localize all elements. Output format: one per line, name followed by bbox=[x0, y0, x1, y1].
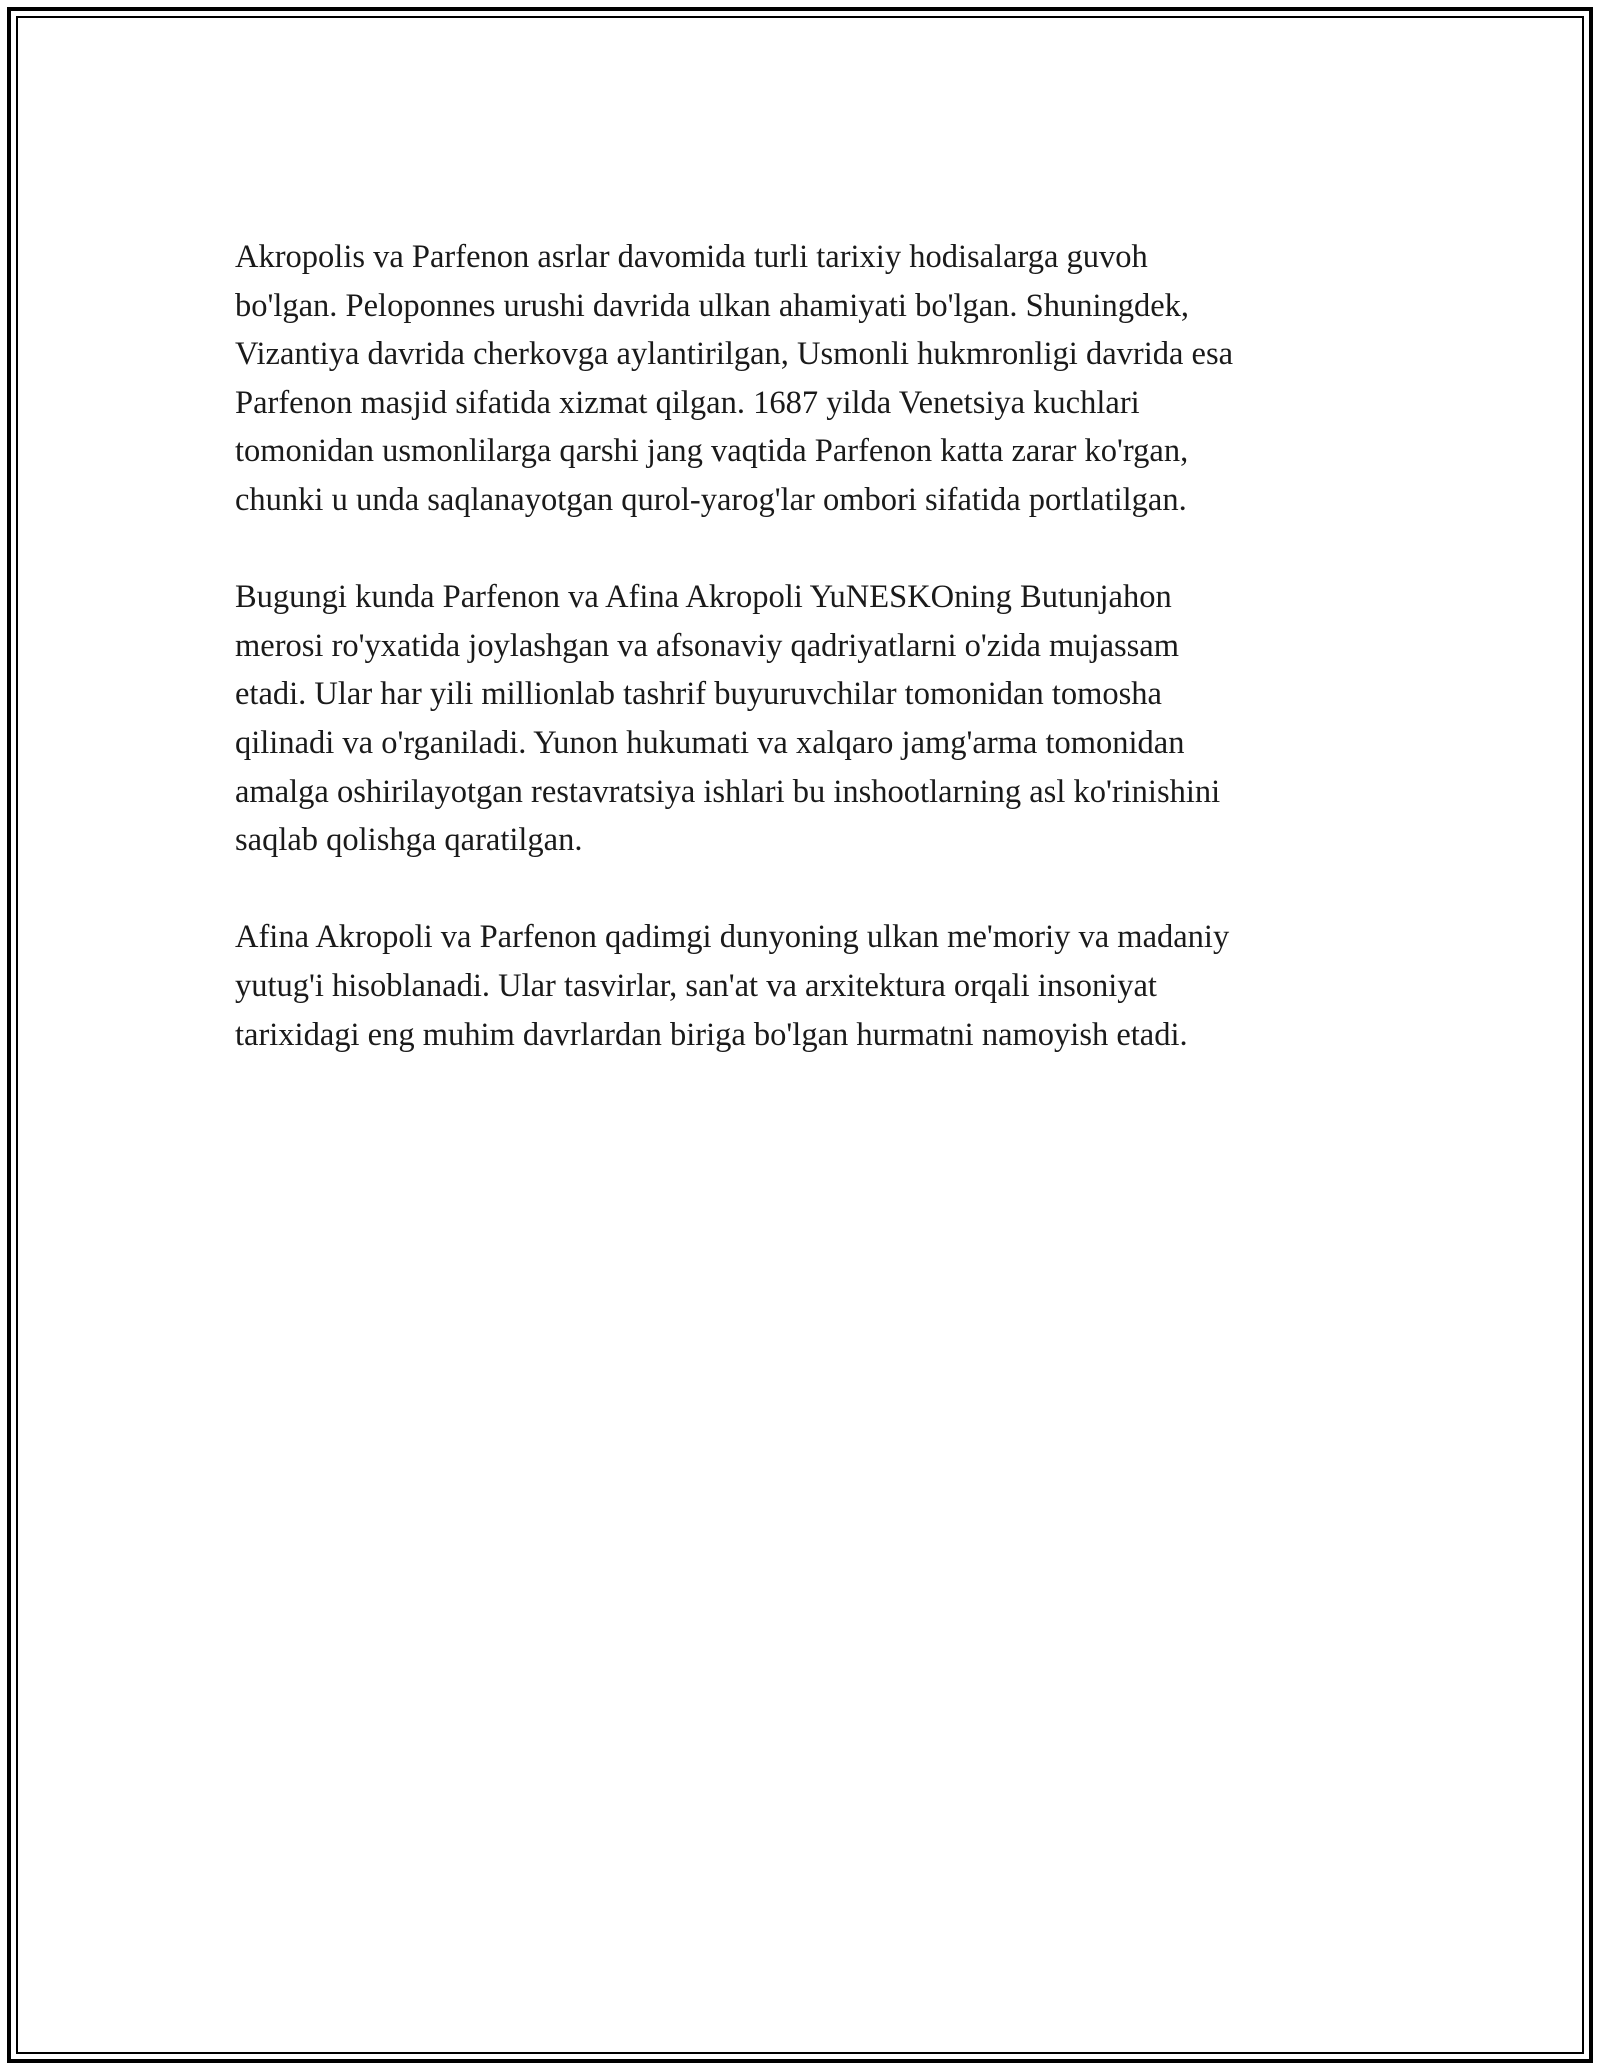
text-line: amalga oshirilayotgan restavratsiya ishlari bu inshootlarning asl ko'rinishini bbox=[235, 773, 1221, 810]
document-body bbox=[235, 233, 1415, 1108]
text-line: yutug'i hisoblanadi. Ular tasvirlar, san'at va arxitektura orqali insoniyat bbox=[235, 967, 1157, 1004]
paragraph-1 bbox=[235, 233, 1415, 525]
paragraph-2 bbox=[235, 573, 1415, 865]
text-line: Bugungi kunda Parfenon va Afina Akropoli YuNESKOning Butunjahon bbox=[235, 579, 1172, 616]
text-line: Akropolis va Parfenon asrlar davomida turli tarixiy hodisalarga guvoh bbox=[235, 239, 1148, 275]
paragraph-3 bbox=[235, 913, 1415, 1059]
text-line: tarixidagi eng muhim davrlardan biriga bo'lgan hurmatni namoyish etadi. bbox=[235, 1016, 1188, 1053]
text-line: tomonidan usmonlilarga qarshi jang vaqtida Parfenon katta zarar ko'rgan, bbox=[235, 433, 1189, 470]
text-line: Afina Akropoli va Parfenon qadimgi dunyoning ulkan me'moriy va madaniy bbox=[235, 919, 1230, 956]
text-line: Parfenon masjid sifatida xizmat qilgan. 1687 yilda Venetsiya kuchlari bbox=[235, 384, 1140, 421]
text-line: chunki u unda saqlanayotgan qurol-yarog'lar ombori sifatida portlatilgan. bbox=[235, 481, 1187, 518]
text-line: bo'lgan. Peloponnes urushi davrida ulkan ahamiyati bo'lgan. Shuningdek, bbox=[235, 287, 1190, 324]
text-line: qilinadi va o'rganiladi. Yunon hukumati va xalqaro jamg'arma tomonidan bbox=[235, 724, 1185, 761]
text-line: saqlab qolishga qaratilgan. bbox=[235, 822, 583, 859]
text-line: Vizantiya davrida cherkovga aylantirilgan, Usmonli hukmronligi davrida esa bbox=[235, 336, 1234, 373]
text-line: merosi ro'yxatida joylashgan va afsonaviy qadriyatlarni o'zida mujassam bbox=[235, 627, 1180, 664]
text-line: etadi. Ular har yili millionlab tashrif buyuruvchilar tomonidan tomosha bbox=[235, 676, 1162, 713]
